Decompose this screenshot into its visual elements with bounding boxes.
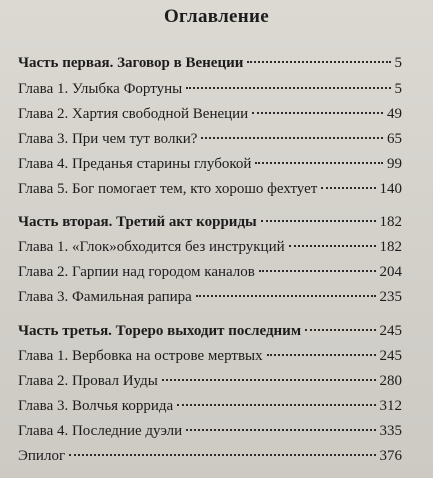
toc-entry-title: Глава 5. Бог помогает тем, кто хорошо фехтует xyxy=(18,181,318,197)
toc-page-number: 280 xyxy=(379,373,402,389)
toc-page-number: 245 xyxy=(379,323,402,339)
toc-page-number: 5 xyxy=(394,81,402,97)
toc-leader-dots xyxy=(186,86,390,89)
toc-chapter-entry xyxy=(18,128,402,150)
toc-entry-title: Глава 2. Гарпии над городом каналов xyxy=(18,264,255,280)
toc-page-number: 65 xyxy=(387,131,402,147)
toc-page-number: 49 xyxy=(387,106,402,122)
toc-chapter-entry xyxy=(18,78,402,100)
toc-entry-title: Глава 4. Преданья старины глубокой xyxy=(18,156,252,172)
toc-entry-title: Глава 3. При чем тут волки? xyxy=(18,131,198,147)
toc-chapter-entry xyxy=(18,103,402,125)
toc-leader-dots xyxy=(289,244,376,247)
toc-entry-title: Глава 1. Улыбка Фортуны xyxy=(18,81,183,97)
toc-page-number: 140 xyxy=(379,181,402,197)
toc-chapter-entry xyxy=(18,236,402,258)
toc-page-number: 99 xyxy=(387,156,402,172)
toc-leader-dots xyxy=(196,294,376,297)
toc-chapter-entry xyxy=(18,178,402,200)
toc-leader-dots xyxy=(201,136,383,139)
toc-chapter-entry xyxy=(18,286,402,308)
toc-page-number: 376 xyxy=(379,448,402,464)
toc-leader-dots xyxy=(267,353,376,356)
toc-page-number: 312 xyxy=(379,398,402,414)
toc-page-number: 335 xyxy=(379,423,402,439)
toc-leader-dots xyxy=(177,403,375,406)
toc-leader-dots xyxy=(252,111,383,114)
toc-page-number: 182 xyxy=(379,214,402,230)
toc-entry-title: Часть вторая. Третий акт корриды xyxy=(18,214,257,230)
toc-leader-dots xyxy=(69,453,375,456)
toc-page-number: 235 xyxy=(379,289,402,305)
toc-chapter-entry xyxy=(18,445,402,467)
toc-leader-dots xyxy=(186,428,375,431)
toc-entry-title: Глава 3. Волчья коррида xyxy=(18,398,174,414)
toc-chapter-entry xyxy=(18,395,402,417)
toc-part-entry xyxy=(18,211,402,233)
toc-part-entry xyxy=(18,320,402,342)
toc-entry-title: Глава 4. Последние дуэли xyxy=(18,423,183,439)
toc-leader-dots xyxy=(255,161,383,164)
toc-leader-dots xyxy=(247,60,390,63)
toc-entry-title: Часть первая. Заговор в Венеции xyxy=(18,55,244,71)
toc-chapter-entry xyxy=(18,261,402,283)
toc-page-number: 204 xyxy=(379,264,402,280)
toc-leader-dots xyxy=(259,269,376,272)
toc-chapter-entry xyxy=(18,370,402,392)
toc-page-number: 5 xyxy=(394,55,402,71)
toc-leader-dots xyxy=(261,219,376,222)
toc-page-number: 245 xyxy=(379,348,402,364)
toc-entry-title: Глава 3. Фамильная рапира xyxy=(18,289,192,305)
page-title: Оглавление xyxy=(163,6,270,27)
toc-entry-title: Глава 1. «Глок»обходится без инструкций xyxy=(18,239,285,255)
toc-entry-title: Глава 2. Хартия свободной Венеции xyxy=(18,106,249,122)
toc-part-entry xyxy=(18,52,402,74)
toc-entry-title: Эпилог xyxy=(18,448,66,464)
toc-chapter-entry xyxy=(18,420,402,442)
toc-chapter-entry xyxy=(18,153,402,175)
toc-leader-dots xyxy=(321,186,375,189)
toc-entry-title: Часть третья. Тореро выходит последним xyxy=(18,323,302,339)
toc-chapter-entry xyxy=(18,345,402,367)
toc-entry-title: Глава 1. Вербовка на острове мертвых xyxy=(18,348,263,364)
toc-leader-dots xyxy=(305,328,375,331)
toc-entry-title: Глава 2. Провал Иуды xyxy=(18,373,158,389)
toc-leader-dots xyxy=(162,378,376,381)
toc-page-number: 182 xyxy=(379,239,402,255)
